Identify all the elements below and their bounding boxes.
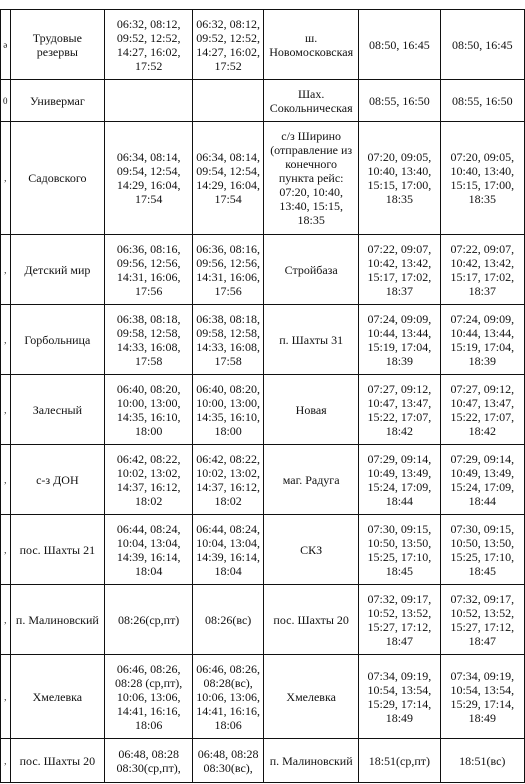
table-row (1, 445, 525, 515)
times-outbound-weekend: 06:44, 08:24, 10:04, 13:04, 14:39, 16:14, 18:04 (193, 515, 264, 585)
table-row (1, 375, 525, 445)
times-return-weekday: 07:34, 09:19, 10:54, 13:54, 15:29, 17:14, 18:49 (359, 655, 440, 739)
table-row (1, 305, 525, 375)
times-return-weekday: 07:27, 09:12, 10:47, 13:47, 15:22, 17:07, 18:42 (359, 375, 440, 445)
times-outbound-weekend: 06:32, 08:12, 09:52, 12:52, 14:27, 16:02, 17:52 (193, 10, 264, 80)
row-edge-mark: , (1, 122, 11, 235)
row-edge-mark: , (1, 515, 11, 585)
times-return-weekend: 07:27, 09:12, 10:47, 13:47, 15:22, 17:07, 18:42 (440, 375, 524, 445)
times-outbound-weekday: 06:38, 08:18, 09:58, 12:58, 14:33, 16:08, 17:58 (105, 305, 193, 375)
stop-name-outbound: Детский мир (10, 235, 105, 305)
stop-name-return: с/з Ширино (отправление из конечного пункта рейс: 07:20, 10:40, 13:40, 15:15, 18:35 (264, 122, 359, 235)
times-return-weekend: 07:30, 09:15, 10:50, 13:50, 15:25, 17:10, 18:45 (440, 515, 524, 585)
times-outbound-weekday: 06:48, 08:28 08:30(ср,пт), (105, 739, 193, 783)
times-return-weekend: 07:29, 09:14, 10:49, 13:49, 15:24, 17:09, 18:44 (440, 445, 524, 515)
row-edge-mark: ǝ (1, 10, 11, 80)
stop-name-outbound: пос. Шахты 21 (10, 515, 105, 585)
times-outbound-weekend: 06:34, 08:14, 09:54, 12:54, 14:29, 16:04, 17:54 (193, 122, 264, 235)
row-edge-mark: , (1, 445, 11, 515)
row-edge-mark: , (1, 235, 11, 305)
stop-name-outbound: Хмелевка (10, 655, 105, 739)
times-return-weekday: 07:30, 09:15, 10:50, 13:50, 15:25, 17:10, 18:45 (359, 515, 440, 585)
times-outbound-weekday: 06:44, 08:24, 10:04, 13:04, 14:39, 16:14, 18:04 (105, 515, 193, 585)
stop-name-outbound: пос. Шахты 20 (10, 739, 105, 783)
times-outbound-weekday: 06:34, 08:14, 09:54, 12:54, 14:29, 16:04, 17:54 (105, 122, 193, 235)
times-outbound-weekday: 06:40, 08:20, 10:00, 13:00, 14:35, 16:10, 18:00 (105, 375, 193, 445)
times-outbound-weekday (105, 80, 193, 122)
times-return-weekend: 07:20, 09:05, 10:40, 13:40, 15:15, 17:00, 18:35 (440, 122, 524, 235)
times-outbound-weekday: 08:26(ср,пт) (105, 585, 193, 655)
stop-name-return: п. Малиновский (264, 739, 359, 783)
table-row (1, 235, 525, 305)
table-row (1, 122, 525, 235)
stop-name-return: п. Шахты 31 (264, 305, 359, 375)
table-row (1, 585, 525, 655)
times-outbound-weekend (193, 80, 264, 122)
table-row (1, 739, 525, 783)
stop-name-outbound: Универмаг (10, 80, 105, 122)
times-return-weekend: 07:24, 09:09, 10:44, 13:44, 15:19, 17:04, 18:39 (440, 305, 524, 375)
times-return-weekend: 08:50, 16:45 (440, 10, 524, 80)
times-return-weekday: 07:24, 09:09, 10:44, 13:44, 15:19, 17:04, 18:39 (359, 305, 440, 375)
times-return-weekday: 07:22, 09:07, 10:42, 13:42, 15:17, 17:02, 18:37 (359, 235, 440, 305)
times-outbound-weekday: 06:32, 08:12, 09:52, 12:52, 14:27, 16:02, 17:52 (105, 10, 193, 80)
row-edge-mark: 0 (1, 80, 11, 122)
stop-name-return: маг. Радуга (264, 445, 359, 515)
bus-schedule-table (0, 9, 525, 783)
stop-name-return: Шах. Сокольническая (264, 80, 359, 122)
stop-name-return: Хмелевка (264, 655, 359, 739)
stop-name-outbound: п. Малиновский (10, 585, 105, 655)
times-outbound-weekday: 06:36, 08:16, 09:56, 12:56, 14:31, 16:06, 17:56 (105, 235, 193, 305)
times-return-weekday: 07:29, 09:14, 10:49, 13:49, 15:24, 17:09, 18:44 (359, 445, 440, 515)
row-edge-mark: , (1, 739, 11, 783)
stop-name-outbound: Садовского (10, 122, 105, 235)
times-outbound-weekend: 06:42, 08:22, 10:02, 13:02, 14:37, 16:12, 18:02 (193, 445, 264, 515)
times-outbound-weekday: 06:46, 08:26, 08:28 (ср,пт), 10:06, 13:06, 14:41, 16:16, 18:06 (105, 655, 193, 739)
times-outbound-weekend: 06:38, 08:18, 09:58, 12:58, 14:33, 16:08, 17:58 (193, 305, 264, 375)
stop-name-return: пос. Шахты 20 (264, 585, 359, 655)
times-outbound-weekday: 06:42, 08:22, 10:02, 13:02, 14:37, 16:12, 18:02 (105, 445, 193, 515)
times-outbound-weekend: 06:48, 08:28 08:30(вс), (193, 739, 264, 783)
times-return-weekday: 08:50, 16:45 (359, 10, 440, 80)
table-row (1, 80, 525, 122)
times-return-weekend: 18:51(вс) (440, 739, 524, 783)
row-edge-mark: , (1, 375, 11, 445)
stop-name-outbound: Залесный (10, 375, 105, 445)
stop-name-return: Стройбаза (264, 235, 359, 305)
row-edge-mark: , (1, 655, 11, 739)
times-return-weekday: 07:20, 09:05, 10:40, 13:40, 15:15, 17:00, 18:35 (359, 122, 440, 235)
stop-name-outbound: Горбольница (10, 305, 105, 375)
table-row (1, 655, 525, 739)
times-return-weekend: 07:32, 09:17, 10:52, 13:52, 15:27, 17:12, 18:47 (440, 585, 524, 655)
times-outbound-weekend: 06:36, 08:16, 09:56, 12:56, 14:31, 16:06, 17:56 (193, 235, 264, 305)
table-row (1, 10, 525, 80)
stop-name-outbound: Трудовые резервы (10, 10, 105, 80)
times-return-weekday: 18:51(ср,пт) (359, 739, 440, 783)
times-return-weekday: 07:32, 09:17, 10:52, 13:52, 15:27, 17:12, 18:47 (359, 585, 440, 655)
stop-name-return: СКЗ (264, 515, 359, 585)
schedule-body (1, 10, 525, 783)
times-return-weekend: 08:55, 16:50 (440, 80, 524, 122)
times-return-weekend: 07:22, 09:07, 10:42, 13:42, 15:17, 17:02, 18:37 (440, 235, 524, 305)
row-edge-mark: , (1, 305, 11, 375)
row-edge-mark: , (1, 585, 11, 655)
table-row (1, 515, 525, 585)
times-outbound-weekend: 06:46, 08:26, 08:28(вс), 10:06, 13:06, 14:41, 16:16, 18:06 (193, 655, 264, 739)
stop-name-outbound: с-з ДОН (10, 445, 105, 515)
times-outbound-weekend: 06:40, 08:20, 10:00, 13:00, 14:35, 16:10, 18:00 (193, 375, 264, 445)
stop-name-return: ш. Новомосковская (264, 10, 359, 80)
times-return-weekday: 08:55, 16:50 (359, 80, 440, 122)
stop-name-return: Новая (264, 375, 359, 445)
times-outbound-weekend: 08:26(вс) (193, 585, 264, 655)
times-return-weekend: 07:34, 09:19, 10:54, 13:54, 15:29, 17:14, 18:49 (440, 655, 524, 739)
